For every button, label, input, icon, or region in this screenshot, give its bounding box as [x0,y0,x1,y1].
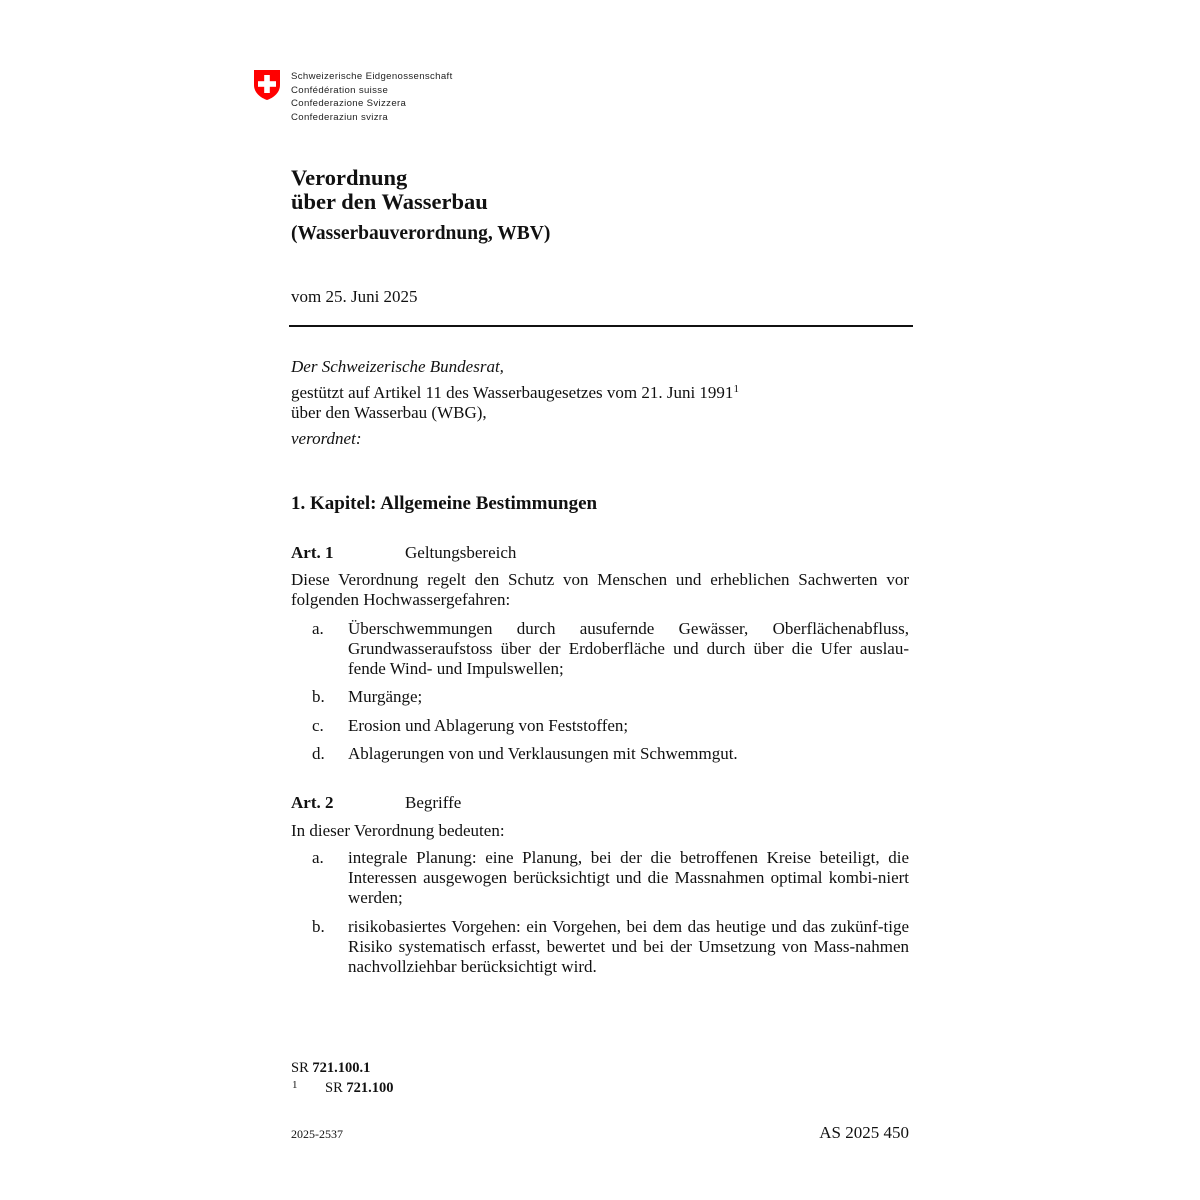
article-2-item-a-letter: a. [312,848,324,867]
confederation-de: Schweizerische Eidgenossenschaft [291,71,453,82]
confederation-names [291,70,453,124]
article-2-item-b-letter: b. [312,917,325,936]
sr-number: 721.100.1 [312,1060,371,1076]
title-divider [289,325,913,327]
article-1-item-a-text: Überschwemmungen durch ausufernde Gewässer, Oberflächenabfluss, Grundwasseraufstoss über der Erdoberfläche und durch über die Ufer auslau-fende Wind- und Impulswellen; [348,619,909,678]
footnote-text [325,1079,394,1097]
sr-reference [291,1059,370,1077]
article-1-item-d-letter: d. [312,744,325,763]
article-2-title: Begriffe [405,793,462,812]
confederation-rm: Confederaziun svizra [291,111,389,123]
article-1-number: Art. 1 [291,543,334,562]
article-1-item-c-text: Erosion und Ablagerung von Feststoffen; [348,716,629,735]
swiss-cross-shield-icon [253,69,281,101]
official-compilation-reference: AS 2025 450 [819,1123,909,1142]
preamble-basis-line-1 [291,383,739,403]
confederation-it: Confederazione Svizzera [291,98,407,109]
article-1-intro: Diese Verordnung regelt den Schutz von Menschen und erheblichen Sachwerten vor folgenden Hochwassergefahren: [291,570,909,609]
article-1-title: Geltungsbereich [405,543,517,562]
article-1-item-d-text: Ablagerungen von und Verklausungen mit Schwemmgut. [348,744,738,763]
sr-prefix: SR [291,1060,309,1076]
article-1-item-c-letter: c. [312,716,324,735]
footnote-reference[interactable]: 1 [733,383,739,395]
article-2-intro: In dieser Verordnung bedeuten: [291,821,505,840]
document-date: vom 25. Juni 2025 [291,287,418,306]
article-1-item-b-text: Murgänge; [348,687,423,706]
preamble-authority: Der Schweizerische Bundesrat, [291,357,504,376]
article-1-item-b-letter: b. [312,687,325,706]
article-2-item-b-text: risikobasiertes Vorgehen: ein Vorgehen, bei dem das heutige und das zukünf-tige Risiko systematisch erfasst, bewertet und bei der Umsetzung von Mass-nahmen nachvollziehbar berücksichtigt wird. [348,917,909,976]
preamble-basis-line-2: über den Wasserbau (WBG), [291,403,487,422]
preamble-decrees: verordnet: [291,429,362,448]
title-line-2: über den Wasserbau [291,189,488,214]
preamble-basis-text: gestützt auf Artikel 11 des Wasserbaugesetzes vom 21. Juni 1991 [291,383,734,402]
article-2-item-a-text: integrale Planung: eine Planung, bei der die betroffenen Kreise beteiligt, die Interessen ausgewogen berücksichtigt und die Massnahmen optimal kombi-niert werden; [348,848,909,907]
footnote-sr-prefix: SR [325,1080,343,1096]
footnote-number: 1 [292,1079,298,1091]
chapter-heading: 1. Kapitel: Allgemeine Bestimmungen [291,493,598,514]
article-2-number: Art. 2 [291,793,334,812]
document-number: 2025-2537 [291,1127,343,1141]
confederation-fr: Confédération suisse [291,84,389,96]
footnote-sr-number: 721.100 [346,1080,394,1096]
article-1-item-a-letter: a. [312,619,324,638]
document-short-title: (Wasserbauverordnung, WBV) [291,223,551,244]
document-title [291,166,488,214]
title-line-1: Verordnung [291,165,408,190]
